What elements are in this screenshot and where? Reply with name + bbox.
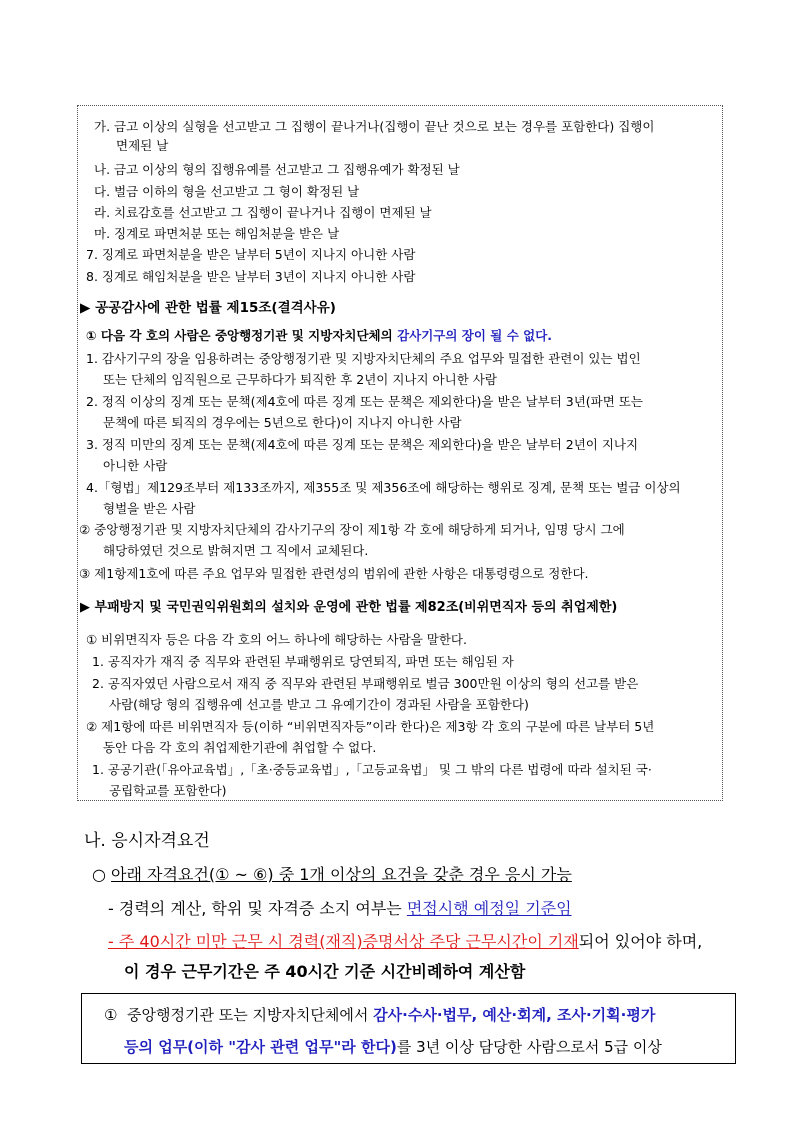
law-audit-item4-cont: 형벌을 받은 사람 bbox=[103, 501, 196, 516]
clause-ga-cont: 면제된 날 bbox=[116, 138, 169, 153]
law-audit-item3: 3. 정직 미만의 징계 또는 문책(제4호에 따른 징계 또는 문책은 제외한다)을 받은 날부터 2년이 지나지 bbox=[86, 437, 639, 452]
clause-ga: 가. 금고 이상의 실형을 선고받고 그 집행이 끝나거나(집행이 끝난 것으로 보는 경우를 포함한다) 집행이 bbox=[94, 119, 655, 134]
law-ac-para2-cont: 동안 다음 각 호의 취업제한기관에 취업할 수 없다. bbox=[103, 740, 377, 755]
law-audit-item2-cont: 문책에 따른 퇴직의 경우에는 5년으로 한다)이 지나지 아니한 사람 bbox=[103, 415, 462, 430]
highlight-interview-date: 면접시행 예정일 기준임 bbox=[406, 899, 572, 918]
clause-da: 다. 벌금 이하의 형을 선고받고 그 형이 확정된 날 bbox=[94, 184, 360, 199]
item-7: 7. 징계로 파면처분을 받은 날부터 5년이 지나지 아니한 사람 bbox=[86, 247, 416, 262]
clause-ma: 마. 징계로 파면처분 또는 해임처분을 받은 날 bbox=[94, 226, 340, 241]
requirement-1-line1: ① 중앙행정기관 또는 지방자치단체에서 감사·수사·법무, 예산·회계, 조사·기획·평가 bbox=[104, 1006, 656, 1024]
law-ac-para1: ① 비위면직자 등은 다음 각 호의 어느 하나에 해당하는 사람을 말한다. bbox=[86, 632, 467, 647]
law-ac-item1: 1. 공직자가 재직 중 직무와 관련된 부패행위로 당연퇴직, 파면 또는 해임된 자 bbox=[92, 654, 514, 669]
law-audit-para2: ② 중앙행정기관 및 지방자치단체의 감사기구의 장이 제1항 각 호에 해당하게 되거나, 임명 당시 그에 bbox=[79, 522, 625, 537]
clause-ra: 라. 치료감호를 선고받고 그 집행이 끝나거나 집행이 면제된 날 bbox=[94, 205, 432, 220]
law-ac-para2: ② 제1항에 따른 비위면직자 등(이하 “비위면직자등”이라 한다)은 제3항 각 호의 구분에 따른 날부터 5년 bbox=[86, 719, 655, 734]
highlight-red: - 주 40시간 미만 근무 시 경력(재직)증명서상 주당 근무시간이 기재 bbox=[108, 932, 579, 951]
law-audit-para2-cont: 해당하였던 것으로 밝혀지면 그 직에서 교체된다. bbox=[103, 543, 369, 558]
law-ac-para2-item1: 1. 공공기관(「유아교육법」,「초·중등교육법」,「고등교육법」 및 그 밖의 다른 법령에 따라 설치된 국· bbox=[92, 762, 652, 777]
law-ac-item2: 2. 공직자였던 사람으로서 재직 중 직무와 관련된 부패행위로 벌금 300만원 이상의 형의 선고를 받은 bbox=[92, 676, 639, 691]
highlight-blue: 감사기구의 장이 될 수 없다. bbox=[397, 328, 553, 343]
clause-na: 나. 금고 이상의 형의 집행유예를 선고받고 그 집행유예가 확정된 날 bbox=[94, 162, 460, 177]
law-audit-para3: ③ 제1항제1호에 따른 주요 업무와 밀접한 관련성의 범위에 관한 사항은 대통령령으로 정한다. bbox=[79, 566, 589, 581]
law-audit-item1-cont: 또는 단체의 임직원으로 근무하다가 퇴직한 후 2년이 지나지 아니한 사람 bbox=[103, 372, 497, 387]
criteria-note-2-cont: 이 경우 근무기간은 주 40시간 기준 시간비례하여 계산함 bbox=[124, 962, 526, 981]
law-audit-item4: 4.「형법」제129조부터 제133조까지, 제355조 및 제356조에 해당하는 행위로 징계, 문책 또는 벌금 이상의 bbox=[86, 480, 681, 495]
law-heading-audit: ▶ 공공감사에 관한 법률 제15조(결격사유) bbox=[80, 300, 336, 316]
item-8: 8. 징계로 해임처분을 받은 날부터 3년이 지나지 아니한 사람 bbox=[86, 269, 416, 284]
law-audit-item3-cont: 아니한 사람 bbox=[103, 458, 168, 473]
law-audit-para1: ① 다음 각 호의 사람은 중앙행정기관 및 지방자치단체의 감사기구의 장이 될 수 없다. bbox=[86, 328, 553, 343]
criteria-note-1: - 경력의 계산, 학위 및 자격증 소지 여부는 면접시행 예정일 기준임 bbox=[108, 899, 572, 918]
law-heading-anticorruption: ▶ 부패방지 및 국민권익위원회의 설치와 운영에 관한 법률 제82조(비위면직자 등의 취업제한) bbox=[80, 600, 618, 615]
law-audit-item1: 1. 감사기구의 장을 임용하려는 중앙행정기관 및 지방자치단체의 주요 업무와 밀접한 관련이 있는 법인 bbox=[86, 351, 641, 366]
section-title: 나. 응시자격요건 bbox=[84, 831, 210, 851]
criteria-note-2: - 주 40시간 미만 근무 시 경력(재직)증명서상 주당 근무시간이 기재되어 있어야 하며, bbox=[108, 932, 703, 951]
requirement-1-line2: 등의 업무(이하 "감사 관련 업무"라 한다)를 3년 이상 담당한 사람으로서 5급 이상 bbox=[124, 1038, 662, 1056]
law-ac-para2-item1-cont: 공립학교를 포함한다) bbox=[109, 783, 227, 798]
law-audit-item2: 2. 정직 이상의 징계 또는 문책(제4호에 따른 징계 또는 문책은 제외한다)을 받은 날부터 3년(파면 또는 bbox=[86, 394, 643, 409]
qualification-summary: ○ 아래 자격요건(① ~ ⑥) 중 1개 이상의 요건을 갖춘 경우 응시 가능 bbox=[92, 865, 572, 884]
law-ac-item2-cont: 사람(해당 형의 집행유예 선고를 받고 그 유예기간이 경과된 사람을 포함한다) bbox=[109, 697, 529, 712]
